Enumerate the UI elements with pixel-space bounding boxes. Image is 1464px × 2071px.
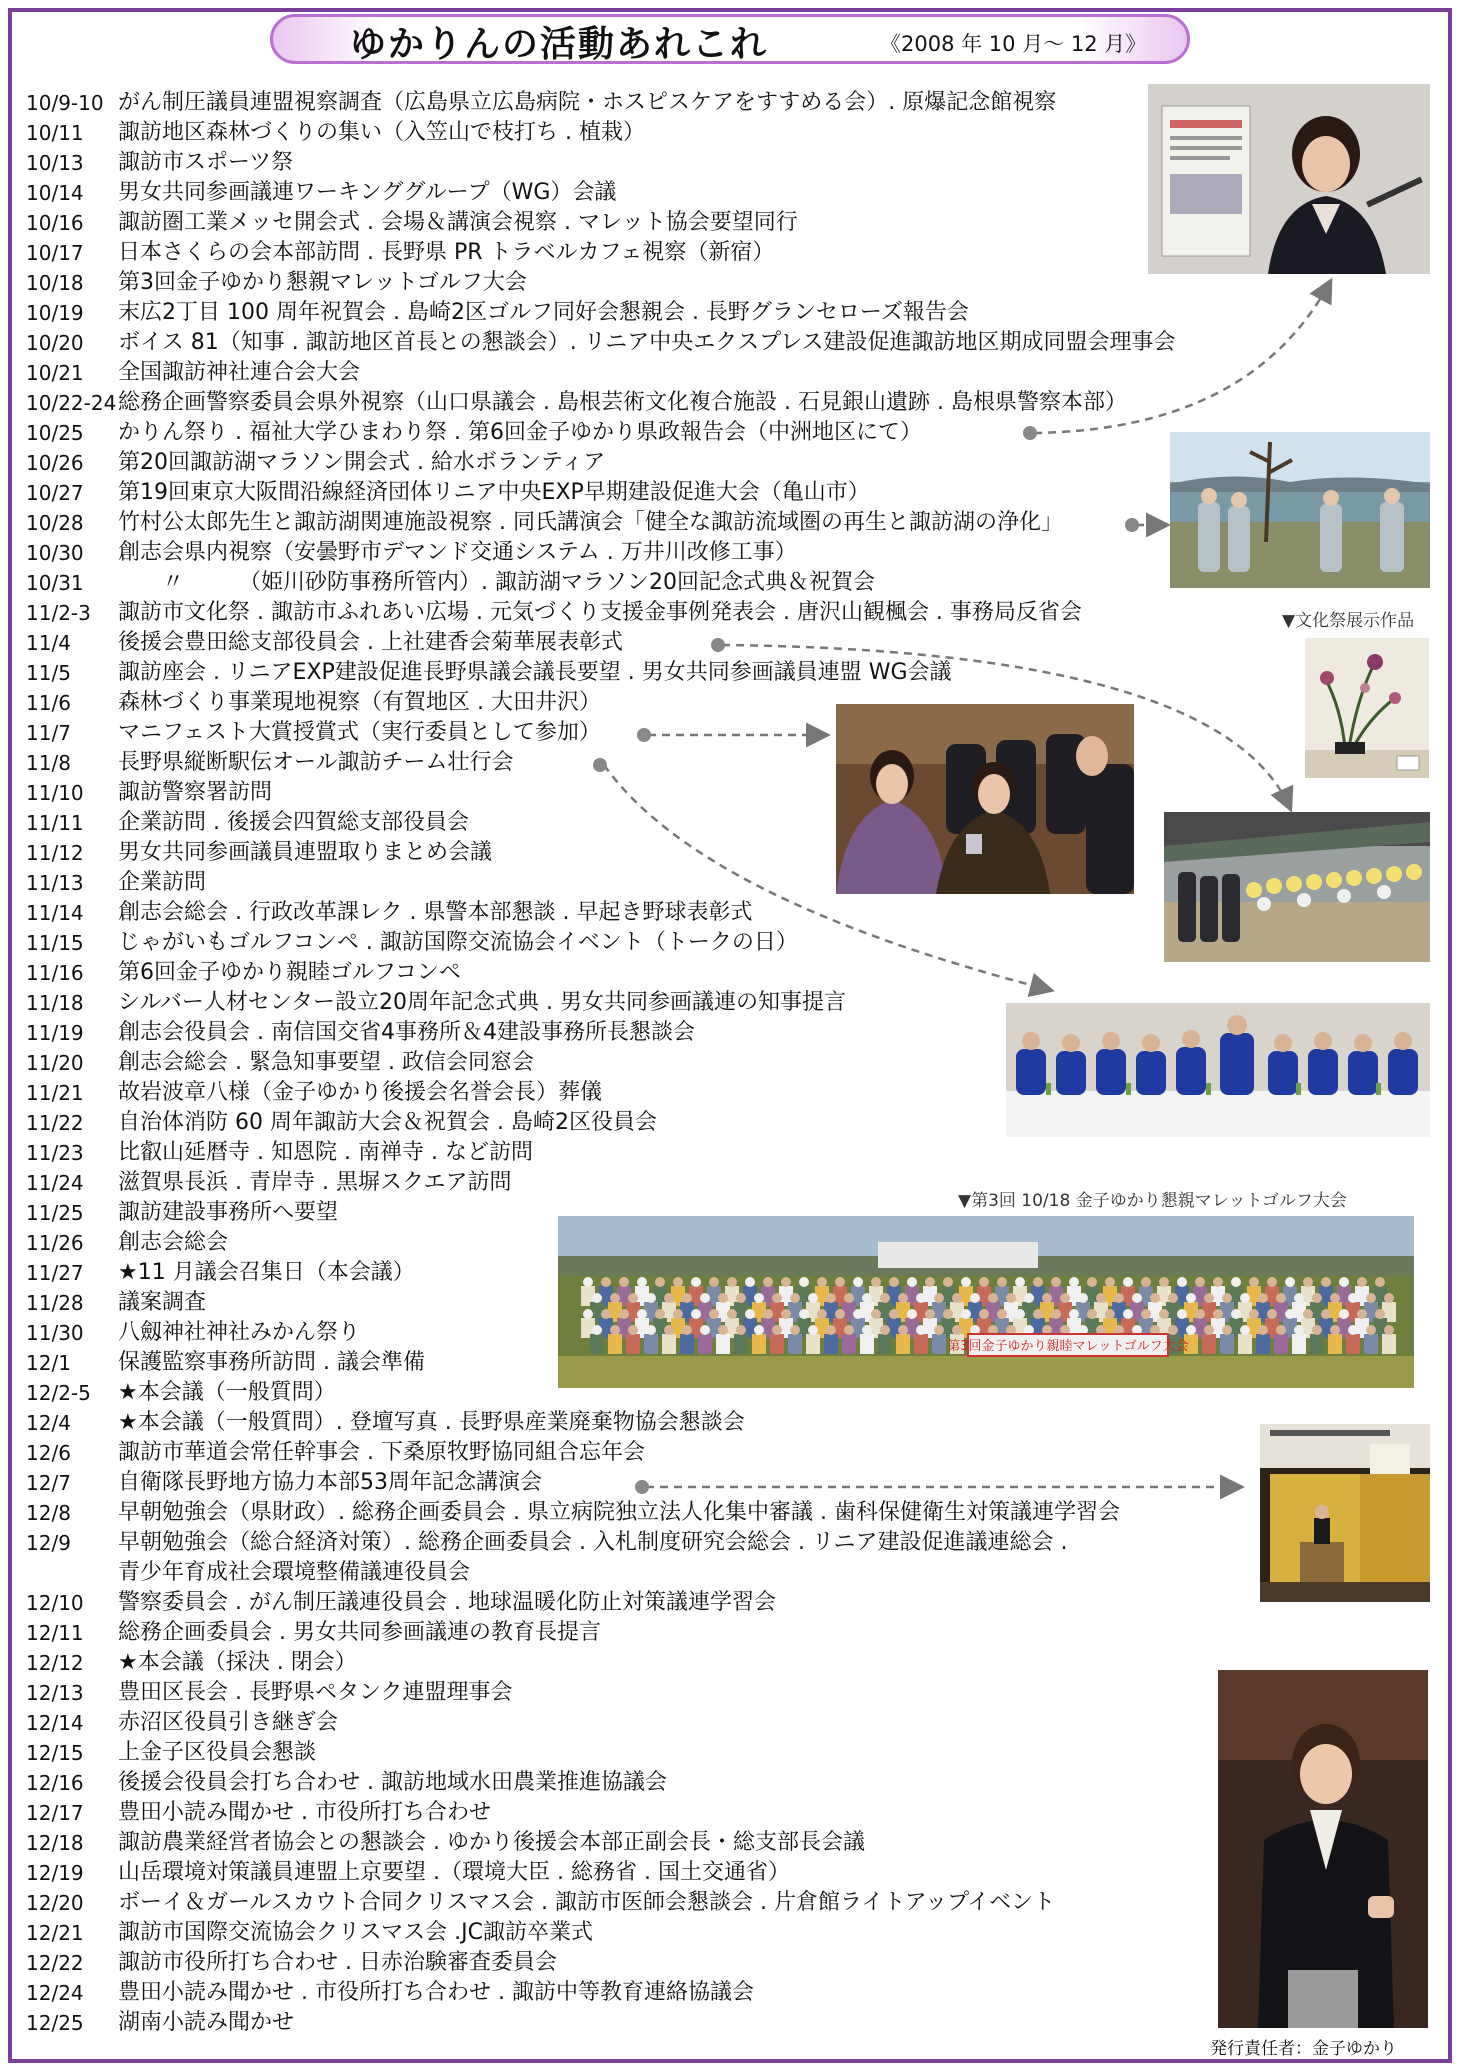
schedule-event: 長野県縦断駅伝オール諏訪チーム壮行会 [118, 750, 514, 775]
schedule-event: ★本会議（一般質問） [118, 1380, 336, 1405]
schedule-event: 総務企画委員会 . 男女共同参画議連の教育長提言 [118, 1620, 601, 1645]
schedule-event: 八劔神社神社みかん祭り [118, 1320, 361, 1345]
schedule-event: ★11 月議会召集日（本会議） [118, 1260, 415, 1285]
schedule-date: 12/9 [26, 1531, 71, 1555]
schedule-date: 10/21 [26, 361, 84, 385]
schedule-date: 11/15 [26, 931, 84, 955]
schedule-date: 12/4 [26, 1411, 71, 1435]
schedule-date: 11/2-3 [26, 601, 91, 625]
schedule-date: 12/7 [26, 1471, 71, 1495]
schedule-event: 警察委員会 . がん制圧議連役員会 . 地球温暖化防止対策議連学習会 [118, 1590, 776, 1615]
schedule-event: 企業訪問 . 後援会四賀総支部役員会 [118, 810, 469, 835]
schedule-date: 10/19 [26, 301, 84, 325]
schedule-event: 山岳環境対策議員連盟上京要望 .（環境大臣 . 総務省 . 国土交通省） [118, 1860, 790, 1885]
schedule-event: 創志会総会 . 緊急知事要望 . 政信会同窓会 [118, 1050, 534, 1075]
schedule-date: 12/6 [26, 1441, 71, 1465]
schedule-event: 湖南小読み聞かせ [118, 2010, 295, 2035]
schedule-event: 豊田小読み聞かせ . 市役所打ち合わせ . 諏訪中等教育連絡協議会 [118, 1980, 754, 2005]
schedule-date: 11/14 [26, 901, 84, 925]
schedule-date: 11/6 [26, 691, 71, 715]
schedule-date: 12/25 [26, 2011, 84, 2035]
schedule-event: 後援会豊田総支部役員会 . 上社建香会菊華展表彰式 [118, 630, 623, 655]
schedule-date: 12/19 [26, 1861, 84, 1885]
page-title: ゆかりんの活動あれこれ [350, 24, 769, 65]
schedule-date: 11/28 [26, 1291, 84, 1315]
schedule-event: 早朝勉強会（県財政）. 総務企画委員会 . 県立病院独立法人化集中審議 . 歯科保健衛生対策議連学習会 [118, 1500, 1120, 1525]
schedule-event: 諏訪地区森林づくりの集い（入笠山で枝打ち . 植栽） [118, 120, 645, 145]
schedule-date: 11/22 [26, 1111, 84, 1135]
schedule-event: 自衛隊長野地方協力本部53周年記念講演会 [118, 1470, 542, 1495]
schedule-event: 諏訪建設事務所へ要望 [118, 1200, 339, 1225]
schedule-date: 10/31 [26, 571, 84, 595]
schedule-date: 10/25 [26, 421, 84, 445]
schedule-event: 第3回金子ゆかり懇親マレットゴルフ大会 [118, 270, 527, 295]
schedule-date: 10/9-10 [26, 91, 104, 115]
schedule-date: 11/20 [26, 1051, 84, 1075]
caption-bunka-exhibit: ▼文化祭展示作品 [1282, 611, 1415, 631]
schedule-date: 12/13 [26, 1681, 84, 1705]
publisher-credit: 発行責任者：金子ゆかり [1210, 2039, 1397, 2059]
schedule-date: 12/24 [26, 1981, 84, 2005]
schedule-event: 竹村公太郎先生と諏訪湖関連施設視察 . 同氏講演会「健全な諏訪流域圏の再生と諏訪湖の浄化」 [118, 510, 1063, 535]
schedule-date: 12/10 [26, 1591, 84, 1615]
schedule-date: 11/27 [26, 1261, 84, 1285]
schedule-date: 12/21 [26, 1921, 84, 1945]
schedule-event: ボイス 81（知事 . 諏訪地区首長との懇談会）. リニア中央エクスプレス建設促進諏訪地区期成同盟会理事会 [118, 330, 1176, 355]
schedule-date: 12/11 [26, 1621, 84, 1645]
schedule-event: 創志会役員会 . 南信国交省4事務所＆4建設事務所長懇談会 [118, 1020, 695, 1045]
schedule-event: 議案調査 [118, 1290, 207, 1315]
schedule-date: 11/5 [26, 661, 71, 685]
schedule-date: 11/8 [26, 751, 71, 775]
schedule-event: 早朝勉強会（総合経済対策）. 総務企画委員会 . 入札制度研究会総会 . リニア建設促進議連総会 . [118, 1530, 1068, 1555]
schedule-event: 諏訪座会 . リニアEXP建設促進長野県議会議長要望 . 男女共同参画議員連盟 WG会議 [118, 660, 952, 685]
schedule-date: 11/21 [26, 1081, 84, 1105]
arrow-1108-to-ekiden [604, 765, 1050, 990]
schedule-event: 〃 （姫川砂防事務所管内）. 諏訪湖マラソン20回記念式典＆祝賀会 [118, 570, 875, 595]
schedule-date: 11/26 [26, 1231, 84, 1255]
schedule-event: 故岩波章八様（金子ゆかり後援会名誉会長）葬儀 [118, 1080, 603, 1105]
schedule-date: 11/30 [26, 1321, 84, 1345]
schedule-event: 森林づくり事業現地視察（有賀地区 . 大田井沢） [118, 690, 601, 715]
schedule-event: ★本会議（採決 . 閉会） [118, 1650, 357, 1675]
schedule-date: 12/2-5 [26, 1381, 91, 1405]
schedule-event: シルバー人材センター設立20周年記念式典 . 男女共同参画議連の知事提言 [118, 990, 847, 1015]
arrow-1025-to-speaker [1034, 282, 1330, 433]
schedule-event: 諏訪市スポーツ祭 [118, 150, 294, 175]
schedule-date: 10/18 [26, 271, 84, 295]
schedule-date: 10/17 [26, 241, 84, 265]
schedule-event: 諏訪警察署訪問 [118, 780, 273, 805]
schedule-event: 創志会総会 [118, 1230, 229, 1255]
schedule-event: 諏訪市国際交流協会クリスマス会 .JC諏訪卒業式 [118, 1920, 593, 1945]
schedule-event: 諏訪農業経営者協会との懇談会 . ゆかり後援会本部正副会長・総支部長会議 [118, 1830, 865, 1855]
schedule-date: 11/4 [26, 631, 71, 655]
schedule-event: マニフェスト大賞授賞式（実行委員として参加） [118, 720, 601, 745]
schedule-date: 11/11 [26, 811, 84, 835]
schedule-event: 日本さくらの会本部訪問 . 長野県 PR トラベルカフェ視察（新宿） [118, 240, 775, 265]
schedule-date: 11/19 [26, 1021, 84, 1045]
schedule-event: 男女共同参画議連ワーキンググループ（WG）会議 [118, 180, 617, 205]
schedule-event: 諏訪圏工業メッセ開会式 . 会場＆講演会視察 . マレット協会要望同行 [118, 210, 798, 235]
schedule-date: 10/11 [26, 121, 84, 145]
schedule-date: 12/8 [26, 1501, 71, 1525]
schedule-date: 12/15 [26, 1741, 84, 1765]
schedule-event: 総務企画警察委員会県外視察（山口県議会 . 島根芸術文化複合施設 . 石見銀山遺跡 . 島根県警察本部） [118, 390, 1127, 415]
arrow-1104-to-chrysanthemum [722, 645, 1290, 808]
schedule-event: 上金子区役員会懇談 [118, 1740, 317, 1765]
period-label: 《2008 年 10 月～ 12 月》 [880, 32, 1147, 56]
schedule-date: 10/13 [26, 151, 84, 175]
schedule-date: 10/28 [26, 511, 84, 535]
schedule-event: 比叡山延暦寺 . 知恩院 . 南禅寺 . など訪問 [118, 1140, 533, 1165]
schedule-event: 末広2丁目 100 周年祝賀会 . 島崎2区ゴルフ同好会懇親会 . 長野グランセローズ報告会 [118, 300, 969, 325]
schedule-date: 11/12 [26, 841, 84, 865]
schedule-date: 12/1 [26, 1351, 71, 1375]
schedule-event: 企業訪問 [118, 870, 207, 895]
schedule-date: 11/25 [26, 1201, 84, 1225]
schedule-date: 12/17 [26, 1801, 84, 1825]
schedule-date: 11/7 [26, 721, 71, 745]
schedule-event: 自治体消防 60 周年諏訪大会＆祝賀会 . 島崎2区役員会 [118, 1110, 657, 1135]
schedule-event: 第20回諏訪湖マラソン開会式 . 給水ボランティア [118, 450, 606, 475]
schedule-date: 11/16 [26, 961, 84, 985]
schedule-event: 後援会役員会打ち合わせ . 諏訪地域水田農業推進協議会 [118, 1770, 667, 1795]
schedule-event: 滋賀県長浜 . 青岸寺 . 黒塀スクエア訪問 [118, 1170, 512, 1195]
schedule-date: 12/22 [26, 1951, 84, 1975]
schedule-event: 第6回金子ゆかり親睦ゴルフコンペ [118, 960, 461, 985]
schedule-date: 10/14 [26, 181, 84, 205]
caption-mallet-golf: ▼第3回 10/18 金子ゆかり懇親マレットゴルフ大会 [958, 1191, 1347, 1211]
schedule-date: 10/30 [26, 541, 84, 565]
schedule-event: 赤沼区役員引き継ぎ会 [118, 1710, 339, 1735]
schedule-date: 10/26 [26, 451, 84, 475]
schedule-date: 11/10 [26, 781, 84, 805]
schedule-event: 諏訪市役所打ち合わせ . 日赤治験審査委員会 [118, 1950, 557, 1975]
schedule-event: ★本会議（一般質問）. 登壇写真 . 長野県産業廃棄物協会懇談会 [118, 1410, 745, 1435]
schedule-date: 10/16 [26, 211, 84, 235]
schedule-event: 全国諏訪神社連合会大会 [118, 360, 361, 385]
schedule-event: 創志会県内視察（安曇野市デマンド交通システム . 万井川改修工事） [118, 540, 797, 565]
schedule-event: 青少年育成社会環境整備議連役員会 [118, 1560, 471, 1585]
schedule-event: 諏訪市華道会常任幹事会 . 下桑原牧野協同組合忘年会 [118, 1440, 645, 1465]
schedule-event: じゃがいもゴルフコンペ . 諏訪国際交流協会イベント（トークの日） [118, 930, 798, 955]
schedule-event: 保護監察事務所訪問 . 議会準備 [118, 1350, 425, 1375]
schedule-event: 創志会総会 . 行政改革課レク . 県警本部懇談 . 早起き野球表彰式 [118, 900, 753, 925]
schedule-date: 12/16 [26, 1771, 84, 1795]
schedule-event: 男女共同参画議員連盟取りまとめ会議 [118, 840, 493, 865]
mallet-banner-text: 第3回金子ゆかり親睦マレットゴルフ大会 [947, 1339, 1189, 1354]
schedule-date: 10/22-24 [26, 391, 117, 415]
schedule-date: 12/20 [26, 1891, 84, 1915]
schedule-date: 11/18 [26, 991, 84, 1015]
schedule-date: 11/24 [26, 1171, 84, 1195]
schedule-event: ボーイ＆ガールスカウト合同クリスマス会 . 諏訪市医師会懇談会 . 片倉館ライトアップイベント [118, 1890, 1056, 1915]
schedule-event: 豊田区長会 . 長野県ペタンク連盟理事会 [118, 1680, 513, 1705]
schedule-event: かりん祭り . 福祉大学ひまわり祭 . 第6回金子ゆかり県政報告会（中洲地区にて） [118, 420, 922, 445]
schedule-date: 12/12 [26, 1651, 84, 1675]
schedule-event: 第19回東京大阪間沿線経済団体リニア中央EXP早期建設促進大会（亀山市） [118, 480, 870, 505]
schedule-date: 11/23 [26, 1141, 84, 1165]
schedule-event: 豊田小読み聞かせ . 市役所打ち合わせ [118, 1800, 491, 1825]
schedule-date: 10/27 [26, 481, 84, 505]
schedule-date: 12/18 [26, 1831, 84, 1855]
schedule-date: 12/14 [26, 1711, 84, 1735]
schedule-date: 10/20 [26, 331, 84, 355]
schedule-date: 11/13 [26, 871, 84, 895]
schedule-event: がん制圧議員連盟視察調査（広島県立広島病院・ホスピスケアをすすめる会）. 原爆記念館視察 [118, 90, 1057, 115]
schedule-event: 諏訪市文化祭 . 諏訪市ふれあい広場 . 元気づくり支援金事例発表会 . 唐沢山観楓会 . 事務局反省会 [118, 600, 1082, 625]
